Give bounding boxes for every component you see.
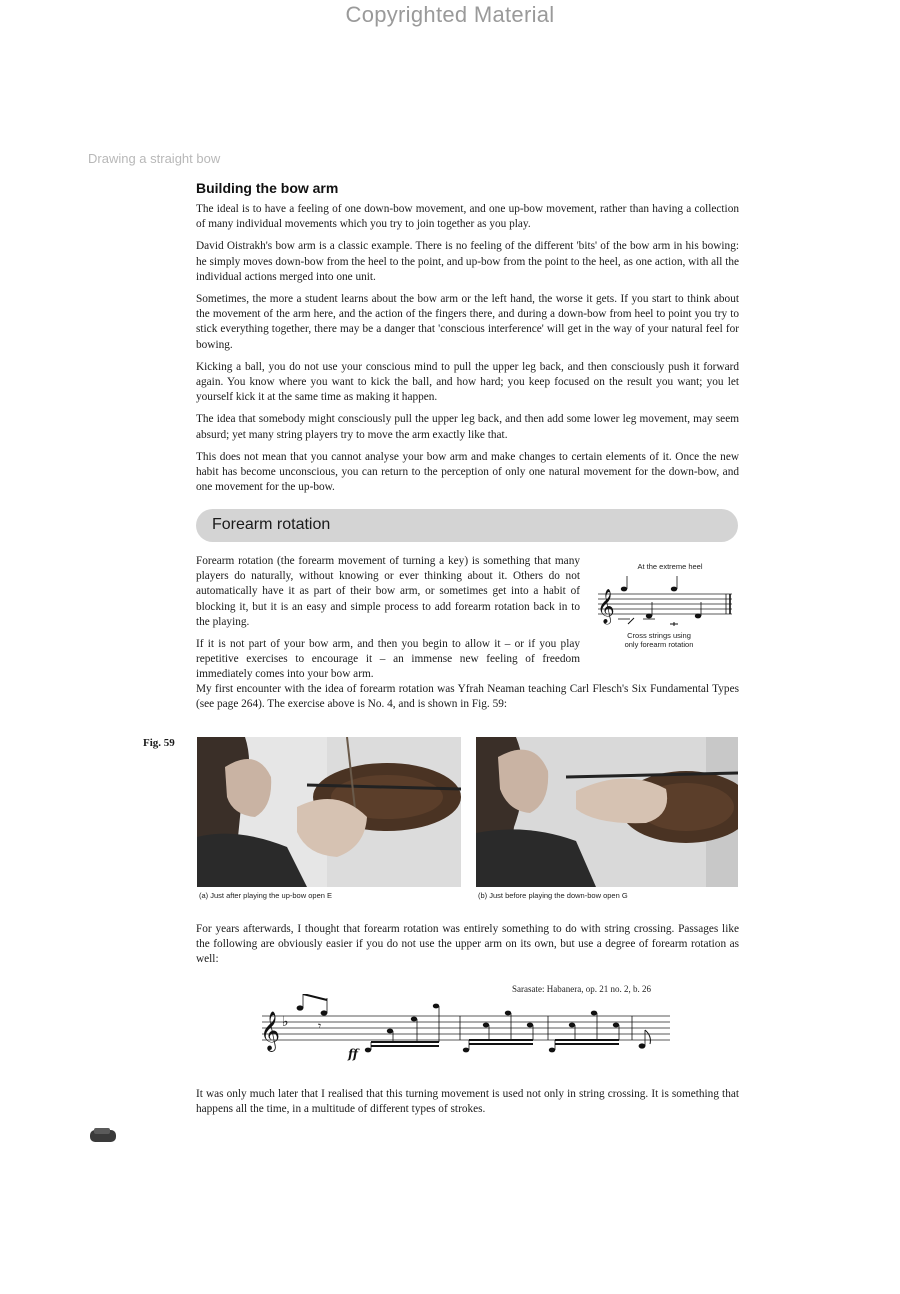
paragraph: If it is not part of your bow arm, and then you begin to allow it – or if you play repetitive exercises to encourage it – an immense new feeling of freedom immediately comes into your bow arm. (196, 638, 580, 681)
treble-clef-icon: 𝄞 (260, 1011, 281, 1051)
watermark: Copyrighted Material (345, 2, 555, 27)
photo-b-image (476, 737, 738, 887)
note-group (463, 1011, 533, 1053)
page-tab-icon (90, 1128, 116, 1142)
paragraph-final: It was only much later that I realised that this turning movement is used not only in string crossing. It is something that happens all the time, in a multitude of different types of strokes. (196, 1088, 739, 1116)
treble-clef-icon: 𝄞 (597, 589, 615, 624)
photo-a-image (197, 737, 461, 887)
dynamic-marking: ff (348, 1047, 358, 1061)
section-heading-building-bow-arm: Building the bow arm (196, 180, 339, 196)
example-bottom-label (600, 631, 718, 649)
paragraph-string-crossing: For years afterwards, I thought that forearm rotation was entirely something to do with string crossing. Passages like the following are obviously easier if you do not use the upper arm on its own, but use a degree of forearm rotation as well: (196, 923, 739, 966)
staff-lines (262, 1016, 670, 1040)
caption-b: (b) Just before playing the down-bow open G (478, 891, 628, 900)
photo-a (197, 737, 461, 887)
section-body-forearm-rotation (196, 554, 580, 690)
music-credit: Sarasate: Habanera, op. 21 no. 2, b. 26 (512, 984, 651, 994)
music-excerpt-sarasate (260, 994, 674, 1074)
staff-lines (598, 594, 732, 614)
note-head (621, 587, 627, 592)
paragraph-flesch: My first encounter with the idea of forearm rotation was Yfrah Neaman teaching Carl Flesch's Six Fundamental Types (see page 264). The exercise above is No. 4, and is shown in Fig. 59: (196, 683, 739, 711)
note-group (549, 1011, 619, 1053)
note-head (646, 614, 652, 619)
paragraph: The ideal is to have a feeling of one down-bow movement, and one up-bow movement, rather than having a collection of many individual movements which you try to join together as you play. (196, 203, 739, 231)
running-head: Drawing a straight bow (88, 151, 221, 166)
example-bottom-label-line: Cross strings using (627, 631, 691, 640)
paragraph: David Oistrakh's bow arm is a classic example. There is no feeling of the different 'bits' of the bow arm in his bowing: he simply moves down-bow from the heel to the point, and up-bow from the point to the heel, as one action, with all the individual actions merged into one unit. (196, 240, 739, 283)
section-body-building-bow-arm (196, 202, 739, 502)
paragraph: This does not mean that you cannot analyse your bow arm and make changes to certain elements of it. Once the new habit has become unconscious, you can return to the perception of only one natural movement for the down-bow, and one movement for the up-bow. (196, 450, 739, 494)
flat-icon: ♭ (282, 1014, 289, 1030)
svg-text:𝄾: 𝄾 (318, 1019, 322, 1033)
paragraph: Kicking a ball, you do not use your conscious mind to pull the upper leg back, and then consciously push it forward again. You know where you want to kick the ball, and how hard; you keep focused on the result you want; you let yourself kick it at the same time as making it happen. (196, 360, 739, 404)
figure-label: Fig. 59 (143, 737, 175, 749)
arrow-icon (670, 622, 678, 626)
note-head (695, 614, 701, 619)
caption-a: (a) Just after playing the up-bow open E (199, 891, 332, 900)
section-heading-forearm-rotation: Forearm rotation (212, 516, 331, 533)
music-example-flesch (594, 572, 736, 630)
photo-b (476, 737, 738, 887)
paragraph: Forearm rotation (the forearm movement of turning a key) is something that many players do naturally, without knowing or ever thinking about it. Others do not automatically have it as part of their bow arm, or sometimes get into a habit of blocking it, but it is an easy and simple process to add forearm rotation back in to the playing. (196, 555, 580, 628)
paragraph: Sometimes, the more a student learns about the bow arm or the left hand, the worse it gets. If you start to think about the movement of the arm here, and the action of the fingers there, and during a down-bow from heel to point you try to stick everything together, there may be a danger that 'conscious interference' will get in the way of your natural feel for bowing. (196, 293, 739, 351)
example-top-label: At the extreme heel (637, 562, 703, 571)
example-bottom-label-line: only forearm rotation (624, 640, 694, 649)
paragraph: The idea that somebody might consciously pull the upper leg back, and then add some lower leg movement, may seem absurd; yet many string players try to move the arm exactly like that. (196, 413, 739, 441)
note-head (671, 587, 677, 592)
